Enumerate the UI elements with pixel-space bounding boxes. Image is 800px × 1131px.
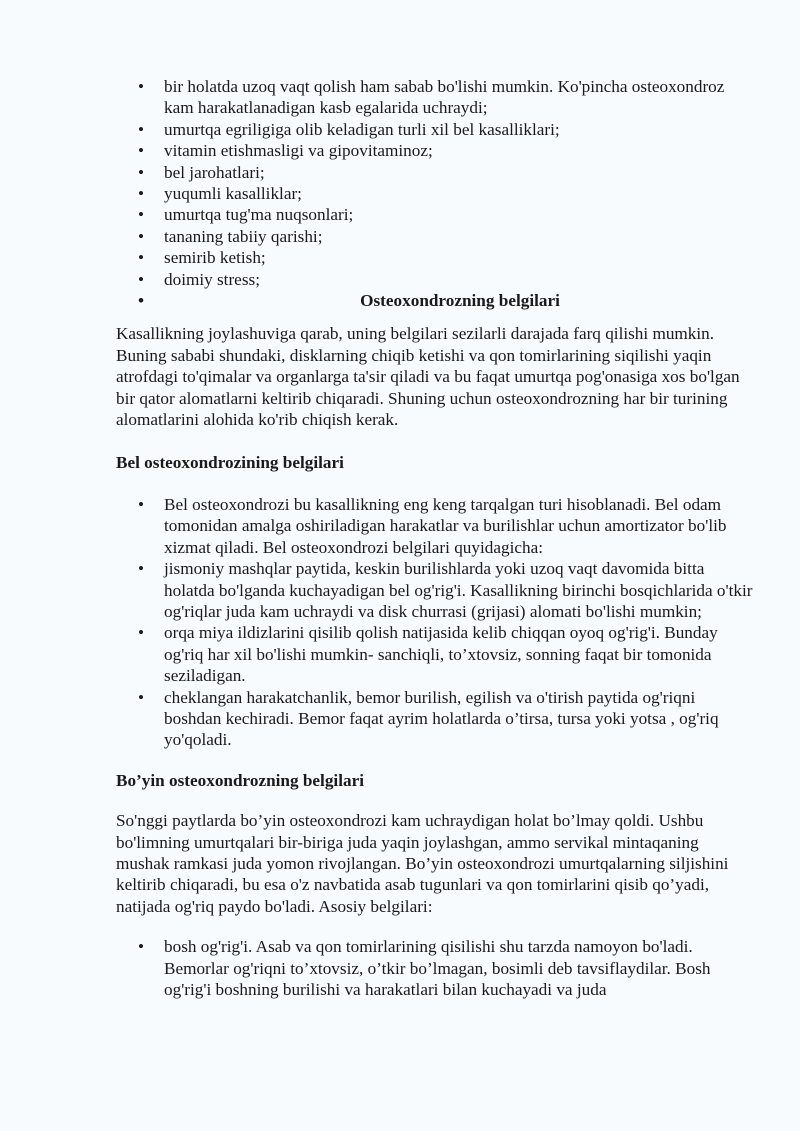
list-item: • bosh og'rig'i. Asab va qon tomirlarining qisilishi shu tarzda namoyon bo'ladi. Bemorlar og'riqni to’xtovsiz, o’tkir bo’lmagan, bosimli deb tavsiflaydilar. Bosh og'rig'i boshning burilishi va harakatlari bilan kuchayadi va juda: [116, 936, 756, 1000]
paragraph-intro: Kasallikning joylashuviga qarab, uning belgilari sezilarli darajada farq qilishi mumkin. Buning sababi shundaki, disklarning chiqib ketishi va qon tomirlarining siqilishi yaqin atrofdagi to'qimalar va organlarga ta'sir qiladi va bu faqat umurtqa pog'onasiga xos bo'lgan bir qator alomatlarni keltirib chiqaradi. Shuning uchun osteoxondrozning har bir turining alomatlarini alohida ko'rib chiqish kerak.: [116, 324, 740, 430]
list-item: • yuqumli kasalliklar;: [116, 183, 756, 204]
paragraph-cervical: So'nggi paytlarda bo’yin osteoxondrozi kam uchraydigan holat bo’lmay qoldi. Ushbu bo'limning umurtqalari bir-biriga juda yaqin joylashgan, ammo servikal mintaqaning mushak ramkasi juda yomon rivojlangan. Bo’yin osteoxondrozi umurtqalarning siljishini keltirib chiqaradi, bu esa o'z navbatida asab tugunlari va qon tomirlarini qisib qo’yadi, natijada og'riq paydo bo'ladi. Asosiy belgilari:: [116, 811, 729, 916]
list-item: • Bel osteoxondrozi bu kasallikning eng keng tarqalgan turi hisoblanadi. Bel odam tomonidan amalga oshiriladigan harakatlar va burilishlar uchun amortizator bo'lib xizmat qiladi. Bel osteoxondrozi belgilari quyidagicha:: [116, 494, 756, 558]
list-item: • orqa miya ildizlarini qisilib qolish natijasida kelib chiqqan oyoq og'rig'i. Bunday og'riq har xil bo'lishi mumkin- sanchiqli, to’xtovsiz, sonning faqat bir tomonida seziladigan.: [116, 622, 756, 686]
list-item: • tananing tabiiy qarishi;: [116, 226, 756, 247]
list-item: • umurtqa egriligiga olib keladigan turli xil bel kasalliklari;: [116, 119, 756, 140]
section-heading-cervical: Bo’yin osteoxondrozning belgilari: [116, 770, 364, 790]
section-heading-lumbar: Bel osteoxondrozining belgilari: [116, 452, 344, 472]
list-item: • doimiy stress;: [116, 269, 756, 290]
list-item: • cheklangan harakatchanlik, bemor burilish, egilish va o'tirish paytida og'riqni boshdan kechiradi. Bemor faqat ayrim holatlarda o’tirsa, tursa yoki yotsa , og'riq yo'qoladi.: [116, 687, 756, 751]
cervical-symptoms-list: [116, 936, 756, 1000]
document-body: [116, 76, 756, 1000]
list-item: • bel jarohatlari;: [116, 162, 756, 183]
list-item: • vitamin etishmasligi va gipovitaminoz;: [116, 140, 756, 161]
causes-list: [116, 76, 756, 311]
list-item: • bir holatda uzoq vaqt qolish ham sabab bo'lishi mumkin. Ko'pincha osteoxondroz kam harakatlanadigan kasb egalarida uchraydi;: [116, 76, 756, 119]
section-heading-symptoms: • Osteoxondrozning belgilari: [116, 290, 756, 311]
list-item: • jismoniy mashqlar paytida, keskin burilishlarda yoki uzoq vaqt davomida bitta holatda bo'lganda kuchayadigan bel og'rig'i. Kasallikning birinchi bosqichlarida o'tkir og'riqlar juda kam uchraydi va disk churrasi (grijasi) alomati bo'lishi mumkin;: [116, 558, 756, 622]
list-item: • semirib ketish;: [116, 247, 756, 268]
list-item: • umurtqa tug'ma nuqsonlari;: [116, 204, 756, 225]
lumbar-symptoms-list: [116, 494, 756, 751]
